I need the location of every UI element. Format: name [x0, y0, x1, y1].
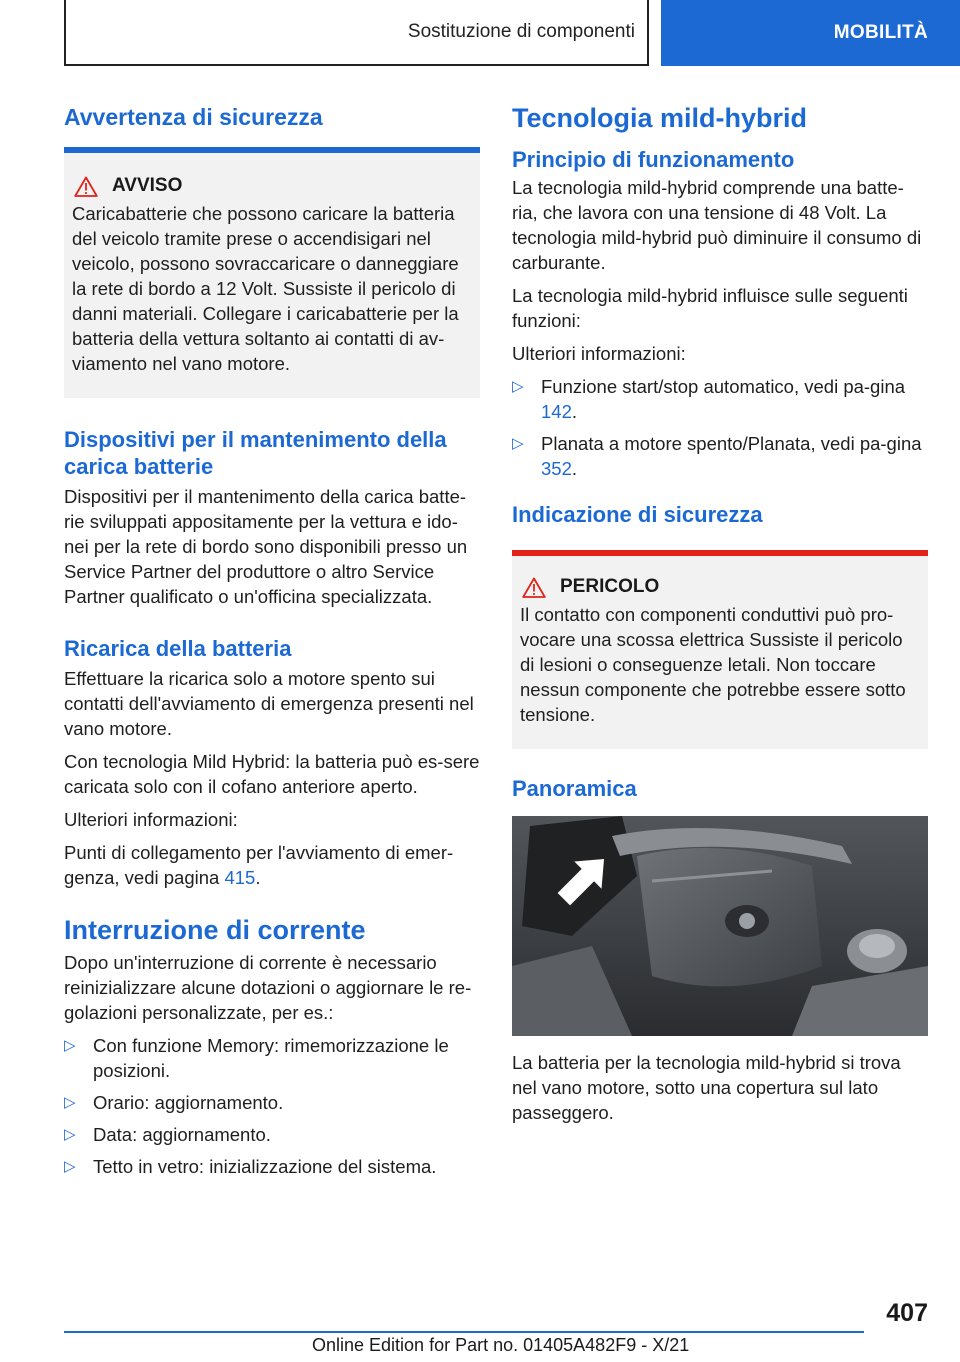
list-item: ▷ Con funzione Memory: rimemorizzazione le posizioni. — [64, 1035, 449, 1081]
triangle-bullet-icon: ▷ — [64, 1158, 76, 1175]
danger-title — [520, 576, 920, 598]
reference-list — [512, 374, 928, 481]
engine-bay-photo — [512, 816, 928, 1036]
triangle-bullet-icon: ▷ — [512, 378, 524, 395]
battery-charging-text-2: Con tecnologia Mild Hybrid: la batteria può es-sere caricata solo con il cofano anteriore aperto. — [64, 751, 480, 797]
header-chapter-title: MOBILITÀ — [833, 22, 928, 43]
jump-start-ref-text: Punti di collegamento per l'avviamento di emer-genza, vedi pagina — [64, 842, 454, 888]
footer-edition: Online Edition for Part no. 01405A482F9 - X/21 — [312, 1335, 690, 1355]
page-link-352[interactable]: 352 — [541, 458, 572, 479]
warning-triangle-icon — [522, 577, 546, 598]
power-outage-list — [64, 1033, 480, 1179]
notice-title — [72, 175, 472, 197]
danger-text: Il contatto con componenti conduttivi può pro-vocare una scossa elettrica Sussiste il pericolo di lesioni o conseguenze letali. Non toccare nessun componente che potrebbe essere sotto tensione. — [520, 604, 906, 725]
triangle-bullet-icon: ▷ — [512, 435, 524, 452]
list-item: ▷ Tetto in vetro: inizializzazione del sistema. — [64, 1156, 437, 1177]
battery-charging-text-1: Effettuare la ricarica solo a motore spento sui contatti dell'avviamento di emergenza presenti nel vano motore. — [64, 668, 474, 739]
principle-text-2: La tecnologia mild-hybrid influisce sulle seguenti funzioni: — [512, 285, 908, 331]
page-link-142[interactable]: 142 — [541, 401, 572, 422]
power-outage-text: Dopo un'interruzione di corrente è necessario reinizializzare alcune dotazioni o aggiornare le re-golazioni personalizzate, per es.: — [64, 952, 472, 1023]
overview-text: La batteria per la tecnologia mild-hybrid si trova nel vano motore, sotto una copertura sul lato passeggero. — [512, 1052, 901, 1123]
warning-triangle-icon — [74, 176, 98, 197]
maintenance-devices-heading: Dispositivi per il mantenimento della carica batterie — [64, 427, 447, 479]
header-section-title: Sostituzione di componenti — [407, 21, 635, 42]
page-link-415[interactable]: 415 — [224, 867, 256, 888]
safety-warning-heading: Avvertenza di sicurezza — [64, 104, 323, 130]
list-item: ▷ Orario: aggiornamento. — [64, 1092, 284, 1113]
battery-charging-text-4: Punti di collegamento per l'avviamento di emer-genza, vedi pagina 415. — [64, 842, 454, 888]
danger-box — [512, 550, 928, 749]
principle-text-1: La tecnologia mild-hybrid comprende una batte-ria, che lavora con una tensione di 48 Volt. La tecnologia mild-hybrid può diminuire il consumo di carburante. — [512, 177, 922, 273]
power-outage-heading: Interruzione di corrente — [64, 915, 366, 945]
footer-divider — [64, 1331, 864, 1333]
principle-text-3: Ulteriori informazioni: — [512, 343, 686, 364]
notice-label: AVVISO — [112, 175, 183, 196]
battery-charging-text-3: Ulteriori informazioni: — [64, 809, 238, 830]
engine-bay-illustration — [512, 816, 928, 1036]
danger-label: PERICOLO — [560, 576, 660, 597]
maintenance-devices-text: Dispositivi per il mantenimento della carica batte-rie sviluppati appositamente per la vettura e ido-nei per la rete di bordo sono disponibili presso un Service Partner del produttore o altro Service Partner qualificato o un'officina specializzata. — [64, 486, 468, 607]
safety-indication-heading: Indicazione di sicurezza — [512, 502, 763, 527]
list-item: ▷ Planata a motore spento/Planata, vedi pa-gina 352. — [512, 433, 922, 479]
overview-heading: Panoramica — [512, 776, 637, 801]
notice-box — [64, 147, 480, 398]
header-chapter-tab — [661, 0, 960, 66]
right-column — [512, 96, 928, 1125]
header-section-tab — [64, 0, 649, 66]
list-item: ▷ Funzione start/stop automatico, vedi pa-gina 142. — [512, 376, 906, 422]
triangle-bullet-icon: ▷ — [64, 1037, 76, 1054]
mild-hybrid-heading: Tecnologia mild-hybrid — [512, 103, 808, 133]
list-item: ▷ Data: aggiornamento. — [64, 1124, 271, 1145]
left-column — [64, 96, 480, 1186]
principle-heading: Principio di funzionamento — [512, 147, 795, 172]
battery-charging-heading: Ricarica della batteria — [64, 636, 292, 661]
triangle-bullet-icon: ▷ — [64, 1094, 76, 1111]
page-number: 407 — [886, 1299, 928, 1327]
notice-text: Caricabatterie che possono caricare la batteria del veicolo tramite prese o accendisigari nel veicolo, possono sovraccaricare o danneggiare la rete di bordo a 12 Volt. Sussiste il pericolo di danni materiali. Collegare i caricabatterie per la batteria della vettura soltanto ai contatti di av-viamento nel vano motore. — [72, 203, 459, 374]
triangle-bullet-icon: ▷ — [64, 1126, 76, 1143]
